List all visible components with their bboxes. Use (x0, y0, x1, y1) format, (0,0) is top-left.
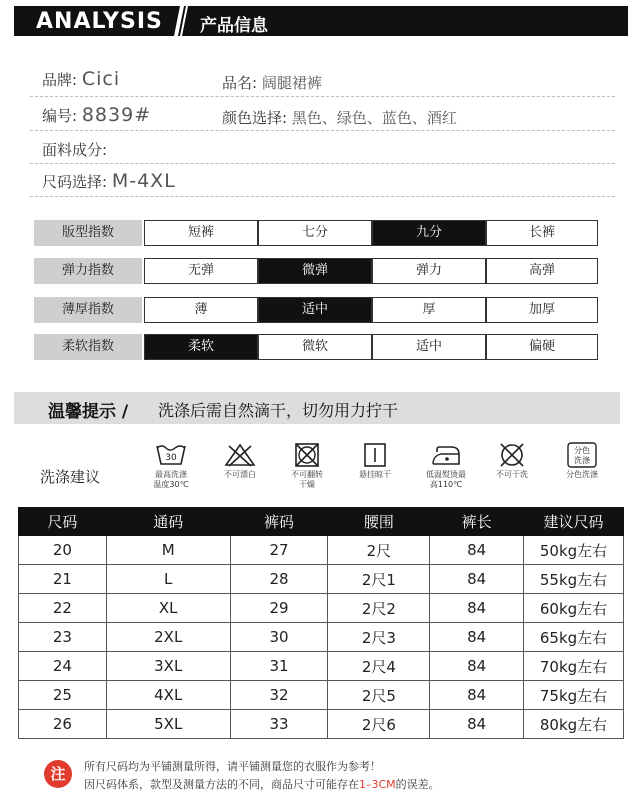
table-header: 裤码 (230, 508, 328, 536)
index-option: 高弹 (486, 258, 598, 284)
name-value: 阔腿裙裤 (261, 74, 322, 92)
name-row (222, 72, 322, 93)
table-header: 裤长 (430, 508, 524, 536)
table-cell: 60kg左右 (524, 594, 624, 623)
index-option: 加厚 (486, 297, 598, 323)
table-cell: 2尺2 (328, 594, 430, 623)
table-cell: 84 (430, 565, 524, 594)
table-cell: 2尺6 (328, 710, 430, 739)
table-cell: 23 (19, 623, 107, 652)
wash-30-item: 30 最高洗涤 温度30℃ (139, 442, 203, 490)
divider (30, 96, 615, 97)
care-tip-text: 洗涤后需自然滴干，切勿用力拧干 (158, 401, 399, 420)
table-cell: 20 (19, 536, 107, 565)
table-header: 通码 (106, 508, 230, 536)
table-cell: 30 (230, 623, 328, 652)
table-cell: 70kg左右 (524, 652, 624, 681)
wash-label: 洗涤建议 (40, 468, 101, 486)
table-cell: 84 (430, 652, 524, 681)
table-header: 建议尺码 (524, 508, 624, 536)
color-row (222, 107, 457, 128)
index-label: 薄厚指数 (34, 297, 142, 323)
table-cell: 33 (230, 710, 328, 739)
svg-text:洗涤: 洗涤 (574, 456, 590, 465)
index-row-softness (34, 334, 598, 360)
table-cell: 2尺1 (328, 565, 430, 594)
code-value: 8839# (81, 104, 152, 126)
index-option: 适中 (372, 334, 486, 360)
no-tumble-dry-item: 不可翻转 干燥 (275, 442, 339, 490)
table-cell: M (106, 536, 230, 565)
index-option: 厚 (372, 297, 486, 323)
index-option-selected: 微弹 (258, 258, 372, 284)
table-cell: 80kg左右 (524, 710, 624, 739)
care-tip-title: 温馨提示 / (48, 402, 129, 422)
svg-text:分色: 分色 (574, 446, 590, 455)
index-option: 长裤 (486, 220, 598, 246)
size-value: M-4XL (111, 170, 176, 192)
index-label: 弹力指数 (34, 258, 142, 284)
no-bleach-icon (223, 442, 257, 468)
table-cell: 29 (230, 594, 328, 623)
note-badge: 注 (44, 760, 72, 788)
table-row (19, 594, 624, 623)
fabric-row (42, 139, 107, 160)
table-cell: 22 (19, 594, 107, 623)
no-dry-clean-icon (495, 442, 529, 468)
note-line-2: 因尺码体系，款型及测量方法的不同，商品尺寸可能存在1–3CM的误差。 (84, 778, 440, 791)
table-cell: 21 (19, 565, 107, 594)
fabric-label: 面料成分: (42, 141, 108, 159)
table-cell: 2尺 (328, 536, 430, 565)
name-label: 品名: (222, 74, 258, 92)
wash-separately-item: 分色 洗涤 分色洗涤 (550, 442, 614, 480)
code-row (42, 104, 151, 126)
index-option-selected: 九分 (372, 220, 486, 246)
code-label: 编号: (42, 107, 78, 125)
header-slash-decoration (174, 6, 188, 36)
table-row (19, 536, 624, 565)
no-tumble-dry-icon (290, 442, 324, 468)
table-cell: 32 (230, 681, 328, 710)
table-cell: 2尺4 (328, 652, 430, 681)
table-cell: 2尺5 (328, 681, 430, 710)
hang-dry-item: 悬挂晾干 (343, 442, 407, 480)
table-header: 腰围 (328, 508, 430, 536)
table-cell: 27 (230, 536, 328, 565)
note-line-1: 所有尺码均为平铺测量所得，请平铺测量您的衣服作为参考！ (84, 760, 381, 773)
table-row (19, 652, 624, 681)
index-option: 微软 (258, 334, 372, 360)
table-row (19, 681, 624, 710)
low-iron-item: 低温熨烫最 高110℃ (414, 442, 478, 490)
table-cell: 50kg左右 (524, 536, 624, 565)
table-cell: 84 (430, 710, 524, 739)
table-row (19, 710, 624, 739)
index-row-fit (34, 220, 598, 246)
color-value: 黑色、绿色、蓝色、酒红 (291, 109, 457, 127)
no-dry-clean-item: 不可干洗 (480, 442, 544, 480)
table-cell: 5XL (106, 710, 230, 739)
table-cell: 2尺3 (328, 623, 430, 652)
size-select-row (42, 170, 176, 192)
index-label: 柔软指数 (34, 334, 142, 360)
table-cell: 55kg左右 (524, 565, 624, 594)
table-cell: 31 (230, 652, 328, 681)
table-cell: 84 (430, 536, 524, 565)
color-label: 颜色选择: (222, 109, 288, 127)
index-row-elasticity (34, 258, 598, 284)
table-cell: XL (106, 594, 230, 623)
table-cell: 84 (430, 623, 524, 652)
index-option-selected: 柔软 (144, 334, 258, 360)
table-cell: 2XL (106, 623, 230, 652)
table-row (19, 623, 624, 652)
brand-row (42, 68, 120, 90)
no-bleach-item: 不可漂白 (208, 442, 272, 480)
divider (30, 163, 615, 164)
header-title: ANALYSIS (36, 9, 163, 34)
index-option: 短裤 (144, 220, 258, 246)
index-row-thickness (34, 297, 598, 323)
table-cell: 24 (19, 652, 107, 681)
table-cell: 28 (230, 565, 328, 594)
index-option: 薄 (144, 297, 258, 323)
index-option: 七分 (258, 220, 372, 246)
table-cell: 84 (430, 594, 524, 623)
index-label: 版型指数 (34, 220, 142, 246)
section-header (14, 6, 628, 36)
index-option-selected: 适中 (258, 297, 372, 323)
table-cell: 3XL (106, 652, 230, 681)
divider (30, 196, 615, 197)
hang-dry-icon (358, 442, 392, 468)
svg-text:30: 30 (165, 453, 177, 463)
index-option: 弹力 (372, 258, 486, 284)
table-cell: 25 (19, 681, 107, 710)
table-cell: 26 (19, 710, 107, 739)
table-cell: L (106, 565, 230, 594)
wash-separately-icon (565, 442, 599, 468)
care-tip-banner (14, 392, 620, 424)
table-cell: 75kg左右 (524, 681, 624, 710)
size-label: 尺码选择: (42, 173, 108, 191)
table-row (19, 565, 624, 594)
index-option: 偏硬 (486, 334, 598, 360)
brand-value: Cici (81, 68, 121, 90)
brand-label: 品牌: (42, 71, 78, 89)
table-cell: 84 (430, 681, 524, 710)
size-table (18, 507, 624, 739)
table-cell: 4XL (106, 681, 230, 710)
table-header: 尺码 (19, 508, 107, 536)
index-option: 无弹 (144, 258, 258, 284)
wash-30-icon (154, 442, 188, 468)
divider (30, 130, 615, 131)
header-subtitle: 产品信息 (200, 16, 268, 36)
table-header-row (19, 508, 624, 536)
table-cell: 65kg左右 (524, 623, 624, 652)
low-iron-icon (429, 442, 463, 468)
